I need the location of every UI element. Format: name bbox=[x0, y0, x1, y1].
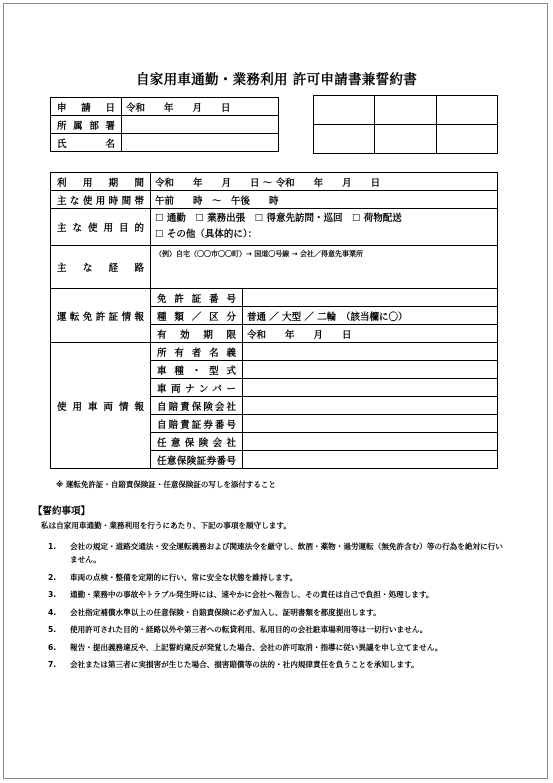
voluntary-company-label: 任意保険会社 bbox=[151, 433, 243, 451]
pledge-text: 通勤・業務中の事故やトラブル発生時には、速やかに会社へ報告し、その責任は自己で負担・処理します。 bbox=[70, 590, 434, 599]
pledge-intro: 私は自家用車通勤・業務利用を行うにあたり、下記の事項を順守します。 bbox=[41, 521, 291, 530]
route-field[interactable]: （例）自宅（〇〇市〇〇町）→ 国道〇号線 → 会社／得意先事業所 bbox=[151, 246, 498, 289]
list-item bbox=[48, 623, 508, 636]
purpose-other-line: ☐ その他（具体的に）： bbox=[155, 229, 258, 240]
pledge-list bbox=[48, 540, 508, 676]
application-date-label: 申 請 日 bbox=[51, 98, 122, 116]
vehicle-plate-field[interactable] bbox=[243, 379, 498, 397]
voluntary-number-field[interactable] bbox=[243, 451, 498, 469]
application-date-field[interactable]: 令和 年 月 日 bbox=[122, 98, 279, 116]
pledge-number: 6. bbox=[48, 642, 57, 652]
pledge-number: 2. bbox=[48, 572, 57, 582]
vehicle-owner-label: 所有者名義 bbox=[151, 343, 243, 361]
table-row bbox=[51, 116, 279, 134]
pledge-text: 会社の規定・道路交通法・安全運転義務および関連法令を厳守し、飲酒・薬物・過労運転（無免許含む）等の行為を絶対に行いません。 bbox=[70, 542, 503, 564]
stamp-box[interactable] bbox=[314, 96, 375, 125]
list-item bbox=[48, 641, 508, 654]
department-field[interactable] bbox=[122, 116, 279, 134]
pledge-heading: 【誓約事項】 bbox=[33, 506, 91, 517]
table-row bbox=[51, 134, 279, 152]
license-expiry-label: 有効期限 bbox=[151, 325, 243, 343]
cali-number-field[interactable] bbox=[243, 415, 498, 433]
pledge-number: 1. bbox=[48, 542, 57, 551]
license-expiry-field[interactable]: 令和 年 月 日 bbox=[243, 325, 498, 343]
stamp-box[interactable] bbox=[375, 125, 436, 154]
list-item bbox=[48, 606, 508, 619]
table-row bbox=[51, 289, 498, 307]
stamp-box[interactable] bbox=[314, 125, 375, 154]
table-row bbox=[51, 343, 498, 361]
usage-hours-field[interactable]: 午前 時 ～ 午後 時 bbox=[151, 191, 498, 209]
pledge-text: 会社または第三者に実損害が生じた場合、損害賠償等の法的・社内規律責任を負うことを承知します。 bbox=[70, 660, 419, 669]
pledge-text: 会社指定補償水準以上の任意保険・自賠責保険に必ず加入し、証明書類を都度提出します。 bbox=[70, 607, 381, 617]
cali-company-field[interactable] bbox=[243, 397, 498, 415]
route-label: 主 な 経 路 bbox=[51, 246, 151, 289]
attachment-note: ※ 運転免許証・自賠責保険証・任意保険証の写しを添付すること bbox=[56, 480, 276, 489]
license-section-label: 運転免許証情報 bbox=[51, 289, 151, 343]
name-label: 氏 名 bbox=[51, 134, 122, 152]
pledge-number: 7. bbox=[48, 660, 57, 669]
list-item bbox=[48, 571, 508, 584]
voluntary-company-field[interactable] bbox=[243, 433, 498, 451]
pledge-number: 3. bbox=[48, 590, 57, 599]
voluntary-number-label: 任意保険証券番号 bbox=[151, 451, 243, 469]
name-field[interactable] bbox=[122, 134, 279, 152]
vehicle-plate-label: 車両ナンバー bbox=[151, 379, 243, 397]
table-row bbox=[51, 191, 498, 209]
usage-details-table bbox=[50, 172, 498, 469]
table-row bbox=[314, 125, 498, 154]
usage-purpose-label: 主な使用目的 bbox=[51, 209, 151, 246]
license-type-field[interactable]: 普通 ／ 大型 ／ 二輪 （該当欄に〇） bbox=[243, 307, 498, 325]
stamp-box[interactable] bbox=[436, 125, 497, 154]
usage-period-label: 利 用 期 間 bbox=[51, 173, 151, 191]
list-item bbox=[48, 588, 508, 601]
table-row bbox=[51, 173, 498, 191]
purpose-options-line: ☐ 通勤 ☐ 業務出張 ☐ 得意先訪問・巡回 ☐ 荷物配送 bbox=[155, 213, 402, 224]
usage-period-field[interactable]: 令和 年 月 日 ～ 令和 年 月 日 bbox=[151, 173, 498, 191]
vehicle-model-label: 車種・型式 bbox=[151, 361, 243, 379]
license-number-label: 免許証番号 bbox=[151, 289, 243, 307]
applicant-table bbox=[50, 97, 279, 152]
table-row bbox=[51, 209, 498, 246]
approval-stamp-grid bbox=[313, 95, 498, 154]
department-label: 所属部署 bbox=[51, 116, 122, 134]
stamp-box[interactable] bbox=[375, 96, 436, 125]
list-item bbox=[48, 658, 508, 671]
vehicle-model-field[interactable] bbox=[243, 361, 498, 379]
pledge-text: 報告・提出義務違反や、上記誓約違反が発覚した場合、会社の許可取消・指導に従い異議を申し立てません。 bbox=[70, 642, 443, 652]
list-item bbox=[48, 540, 508, 566]
stamp-box[interactable] bbox=[436, 96, 497, 125]
table-row bbox=[51, 98, 279, 116]
vehicle-section-label: 使用車両情報 bbox=[51, 343, 151, 469]
usage-hours-label: 主な使用時間帯 bbox=[51, 191, 151, 209]
document-title: 自家用車通勤・業務利用 許可申請書兼誓約書 bbox=[136, 72, 417, 88]
pledge-number: 4. bbox=[48, 607, 57, 617]
cali-company-label: 自賠責保険会社 bbox=[151, 397, 243, 415]
pledge-text: 車両の点検・整備を定期的に行い、常に安全な状態を維持します。 bbox=[70, 572, 298, 582]
table-row bbox=[314, 96, 498, 125]
license-number-field[interactable] bbox=[243, 289, 498, 307]
pledge-text: 使用許可された目的・経路以外や第三者への転貸利用、私用目的の会社駐車場利用等は一切行いません。 bbox=[70, 625, 428, 634]
usage-purpose-field[interactable] bbox=[151, 209, 498, 246]
cali-number-label: 自賠責証券番号 bbox=[151, 415, 243, 433]
table-row bbox=[51, 246, 498, 289]
license-type-label: 種類／区分 bbox=[151, 307, 243, 325]
pledge-number: 5. bbox=[48, 625, 57, 634]
vehicle-owner-field[interactable] bbox=[243, 343, 498, 361]
